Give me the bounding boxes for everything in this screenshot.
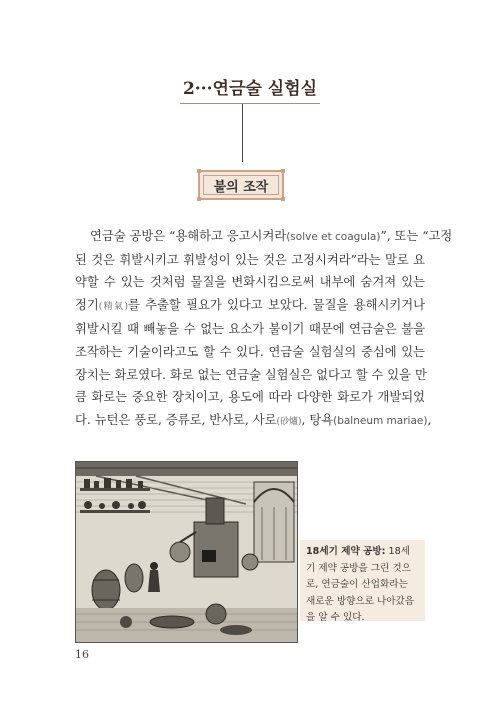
section-title: 불의 조작 [213,179,269,195]
body-line: 다. 뉴턴은 풍로, 증류로, 반사로, 사로(砂爐), 탕욕(balneum mariae), [75,412,432,427]
body-line: 휘발시킬 때 빼놓을 수 없는 요소가 불이기 때문에 연금술은 불을 [75,322,425,337]
title-underline [180,103,320,104]
caption-label: 18세기 제약 공방: [306,546,386,557]
body-line: 큼 화로는 중요한 장치이고, 용도에 따라 다양한 화로가 개발되었 [75,390,425,405]
body-line: 연금술 공방은 “용해하고 응고시켜라(solve et coagula)”, 또는 “고정 [90,229,453,243]
body-line: 정기(精氣)를 추출할 필요가 있다고 보았다. 물질을 용해시키거나 [75,297,425,312]
page-number: 16 [75,648,89,661]
vertical-rule [242,104,243,162]
chapter-title: 2···연금술 실험실 [182,79,318,99]
body-line: 약할 수 있는 것처럼 물질을 변화시킴으로써 내부에 숨겨져 있는 [75,275,425,290]
body-line: 조작하는 기술이라고도 할 수 있다. 연금술 실험실의 중심에 있는 [75,344,425,359]
body-paragraph [75,225,453,433]
caption-text: 18세기 제약 공방을 그린 것으로, 연금술이 산업화라는 새로운 방향으로 나아갔음을 알 수 있다. [306,546,415,623]
figure-caption [300,540,425,621]
section-heading-box [198,170,284,200]
body-line: 된 것은 휘발시키고 휘발성이 있는 것은 고정시켜라”라는 말로 요 [75,252,425,267]
body-line: 장치는 화로였다. 화로 없는 연금술 실험실은 없다고 할 수 있을 만 [75,367,427,382]
laboratory-engraving-image [75,461,298,643]
